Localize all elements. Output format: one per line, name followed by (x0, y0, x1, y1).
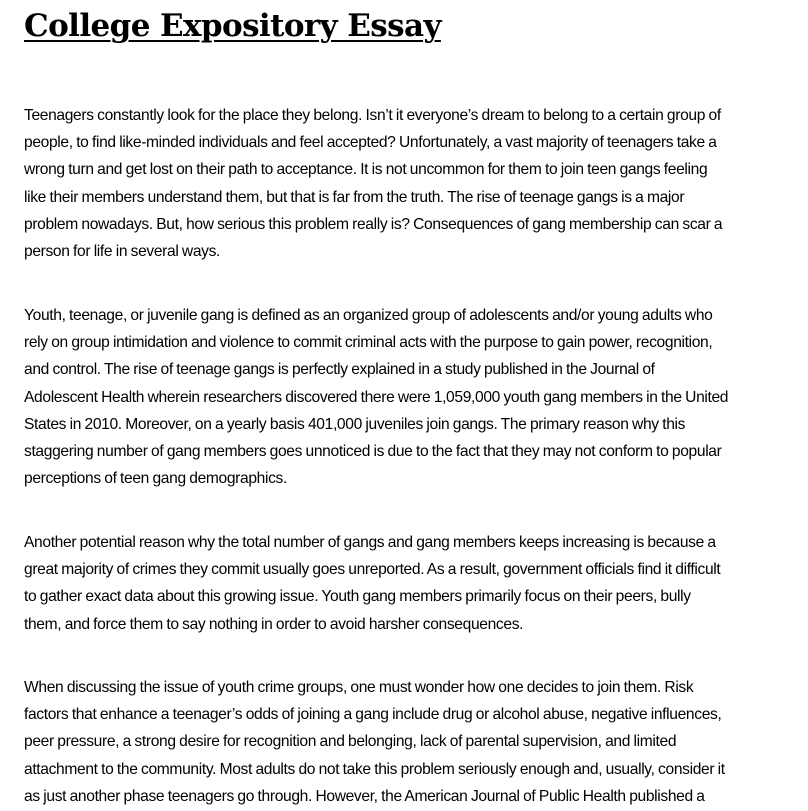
text-line: person for life in several ways. (24, 243, 221, 261)
text-line: problem nowadays. But, how serious this problem really is? Consequences of gang membership can scar a (24, 215, 723, 233)
document-title: College Expository Essay (24, 8, 441, 44)
text-line: factors that enhance a teenager’s odds of joining a gang include drug or alcohol abuse, negative influences, (24, 706, 722, 724)
text-line: people, to find like-minded individuals and feel accepted? Unfortunately, a vast majority of teenagers take a (24, 134, 717, 152)
text-line: States in 2010. Moreover, on a yearly basis 401,000 juveniles join gangs. The primary reason why this (24, 415, 686, 433)
text-line: wrong turn and get lost on their path to acceptance. It is not uncommon for them to join teen gangs feeling (24, 161, 708, 179)
text-line: Another potential reason why the total number of gangs and gang members keeps increasing is because a (24, 534, 716, 551)
text-line: peer pressure, a strong desire for recognition and belonging, lack of parental supervision, and limited (24, 733, 677, 751)
text-line: and control. The rise of teenage gangs is perfectly explained in a study published in the Journal of (24, 361, 655, 379)
text-line: When discussing the issue of youth crime groups, one must wonder how one decides to join them. Risk (24, 679, 694, 696)
text-line: Teenagers constantly look for the place they belong. Isn’t it everyone’s dream to belong to a certain group of (24, 107, 721, 124)
text-line: to gather exact data about this growing issue. Youth gang members primarily focus on their peers, bully (24, 588, 691, 606)
text-line: Youth, teenage, or juvenile gang is defined as an organized group of adolescents and/or young adults who (24, 307, 713, 324)
text-line: rely on group intimidation and violence to commit criminal acts with the purpose to gain power, recognition, (24, 334, 713, 352)
text-line: attachment to the community. Most adults do not take this problem seriously enough and, usually, consider it (24, 760, 725, 778)
text-line: perceptions of teen gang demographics. (24, 470, 287, 488)
text-line: Adolescent Health wherein researchers discovered there were 1,059,000 youth gang members in the United (24, 388, 729, 406)
text-line: as just another phase teenagers go through. However, the American Journal of Public Health published a (24, 787, 705, 805)
paragraph-definition (24, 302, 728, 492)
text-line: staggering number of gang members goes unnoticed is due to the fact that they may not conform to popular (24, 443, 722, 461)
paragraph-risk-factors (24, 674, 725, 810)
text-line: them, and force them to say nothing in order to avoid harsher consequences. (24, 615, 524, 633)
text-line: like their members understand them, but that is far from the truth. The rise of teenage gangs is a major (24, 188, 685, 206)
paragraph-intro (24, 102, 722, 265)
text-line: great majority of crimes they commit usually goes unreported. As a result, government officials find it difficult (24, 561, 721, 579)
paragraph-unreported (24, 529, 720, 638)
